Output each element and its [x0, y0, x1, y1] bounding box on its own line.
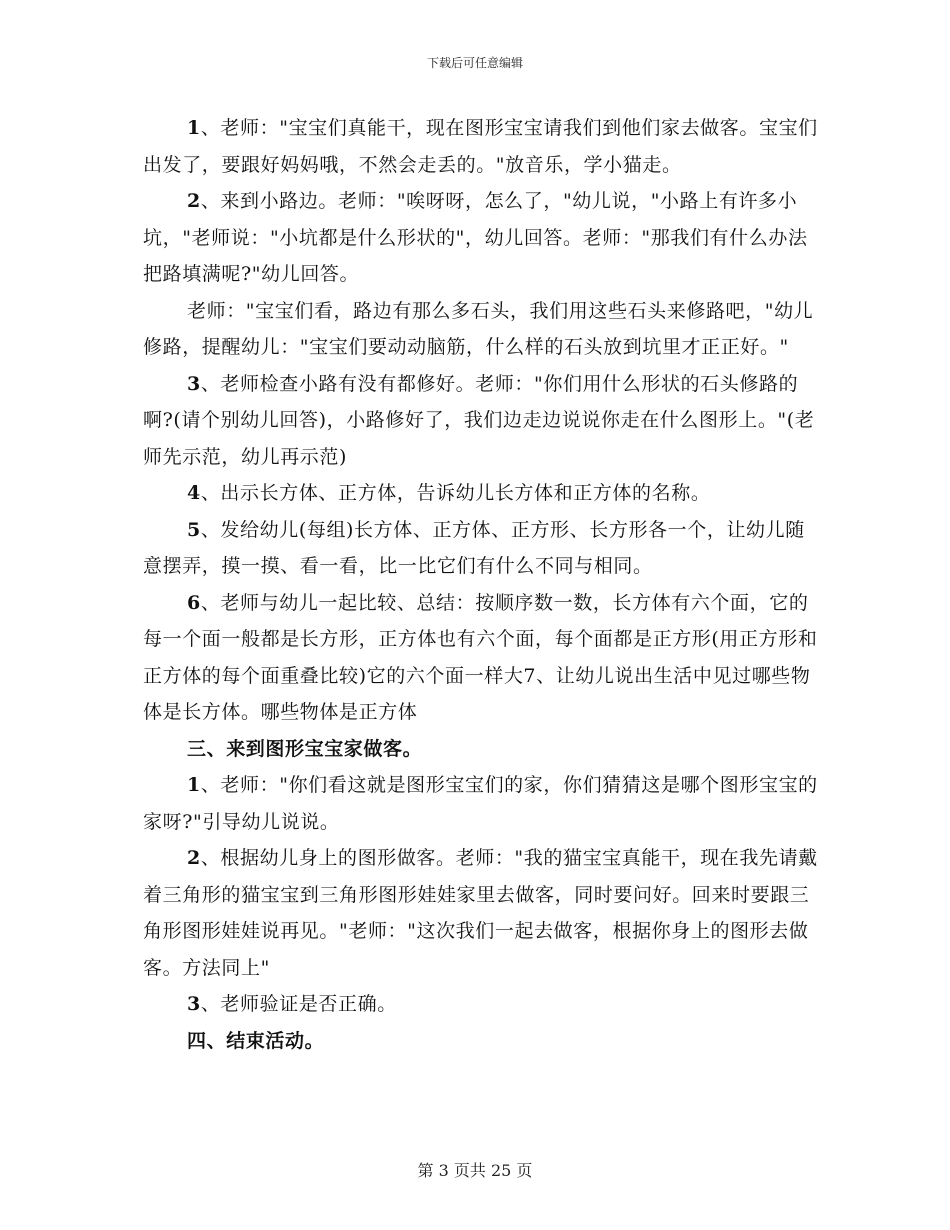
paragraph-number: 2 [187, 190, 201, 212]
section-heading-3: 三、来到图形宝宝家做客。 [187, 737, 423, 760]
paragraph-number: 4 [187, 482, 201, 504]
paragraph-teacher [143, 293, 823, 366]
section-heading-4: 四、结束活动。 [187, 1029, 325, 1052]
paragraph-number: 1 [187, 117, 201, 139]
paragraph-number: 5 [187, 518, 201, 541]
section3-paragraph-2 [143, 840, 823, 986]
paragraph-text: 、老师检查小路有没有都修好。老师："你们用什么形状的石头修路的啊?(请个别幼儿回答)，小路修好了，我们边走边说说你走在什么图形上。"(老师先示范，幼儿再示范) [143, 372, 815, 468]
paragraph-4 [143, 475, 823, 512]
paragraph-5 [143, 512, 823, 585]
paragraph-text: 、老师与幼儿一起比较、总结：按顺序数一数，长方体有六个面，它的每一个面一般都是长方形，正方体也有六个面，每个面都是正方形(用正方形和正方体的每个面重叠比较)它的六个面一样大7、让幼儿说出生活中见过哪些物体是长方体。哪些物体是正方体 [143, 591, 818, 723]
paragraph-3 [143, 366, 823, 476]
section3-paragraph-3 [143, 986, 823, 1023]
paragraph-text: 、老师："你们看这就是图形宝宝们的家，你们猜猜这是哪个图形宝宝的家呀?"引导幼儿说说。 [143, 774, 818, 833]
document-body [143, 110, 823, 1059]
paragraph-text: 、发给幼儿(每组)长方体、正方体、正方形、长方形各一个，让幼儿随意摆弄，摸一摸、看一看，比一比它们有什么不同与相同。 [143, 518, 805, 577]
paragraph-number: 2 [187, 847, 201, 869]
paragraph-text: 、来到小路边。老师："唉呀呀，怎么了，"幼儿说，"小路上有许多小坑，"老师说："小坑都是什么形状的"，幼儿回答。老师："那我们有什么办法把路填满呢?"幼儿回答。 [143, 190, 808, 285]
paragraph-number: 3 [187, 372, 201, 395]
section3-paragraph-1 [143, 767, 823, 840]
paragraph-number: 6 [187, 591, 201, 614]
paragraph-text: 、老师："宝宝们真能干，现在图形宝宝请我们到他们家去做客。宝宝们出发了，要跟好妈妈哦，不然会走丢的。"放音乐，学小猫走。 [143, 117, 818, 176]
paragraph-number: 1 [187, 774, 201, 796]
paragraph-1 [143, 110, 823, 183]
paragraph-text: 、老师验证是否正确。 [200, 993, 397, 1015]
paragraph-text: 、根据幼儿身上的图形做客。老师："我的猫宝宝真能干，现在我先请戴着三角形的猫宝宝到三角形图形娃娃家里去做客，同时要问好。回来时要跟三角形图形娃娃说再见。"老师："这次我们一起去做客，根据你身上的图形去做客。方法同上" [143, 847, 818, 979]
paragraph-2 [143, 183, 823, 293]
paragraph-text: 老师："宝宝们看，路边有那么多石头，我们用这些石头来修路吧，"幼儿修路，提醒幼儿："宝宝们要动动脑筋，什么样的石头放到坑里才正正好。" [143, 299, 814, 358]
page-header: 下载后可任意编辑 [426, 56, 523, 70]
paragraph-number: 3 [187, 993, 201, 1015]
page-footer: 第 3 页共 25 页 [417, 1161, 533, 1180]
paragraph-text: 、出示长方体、正方体，告诉幼儿长方体和正方体的名称。 [200, 482, 711, 504]
paragraph-6 [143, 585, 823, 731]
